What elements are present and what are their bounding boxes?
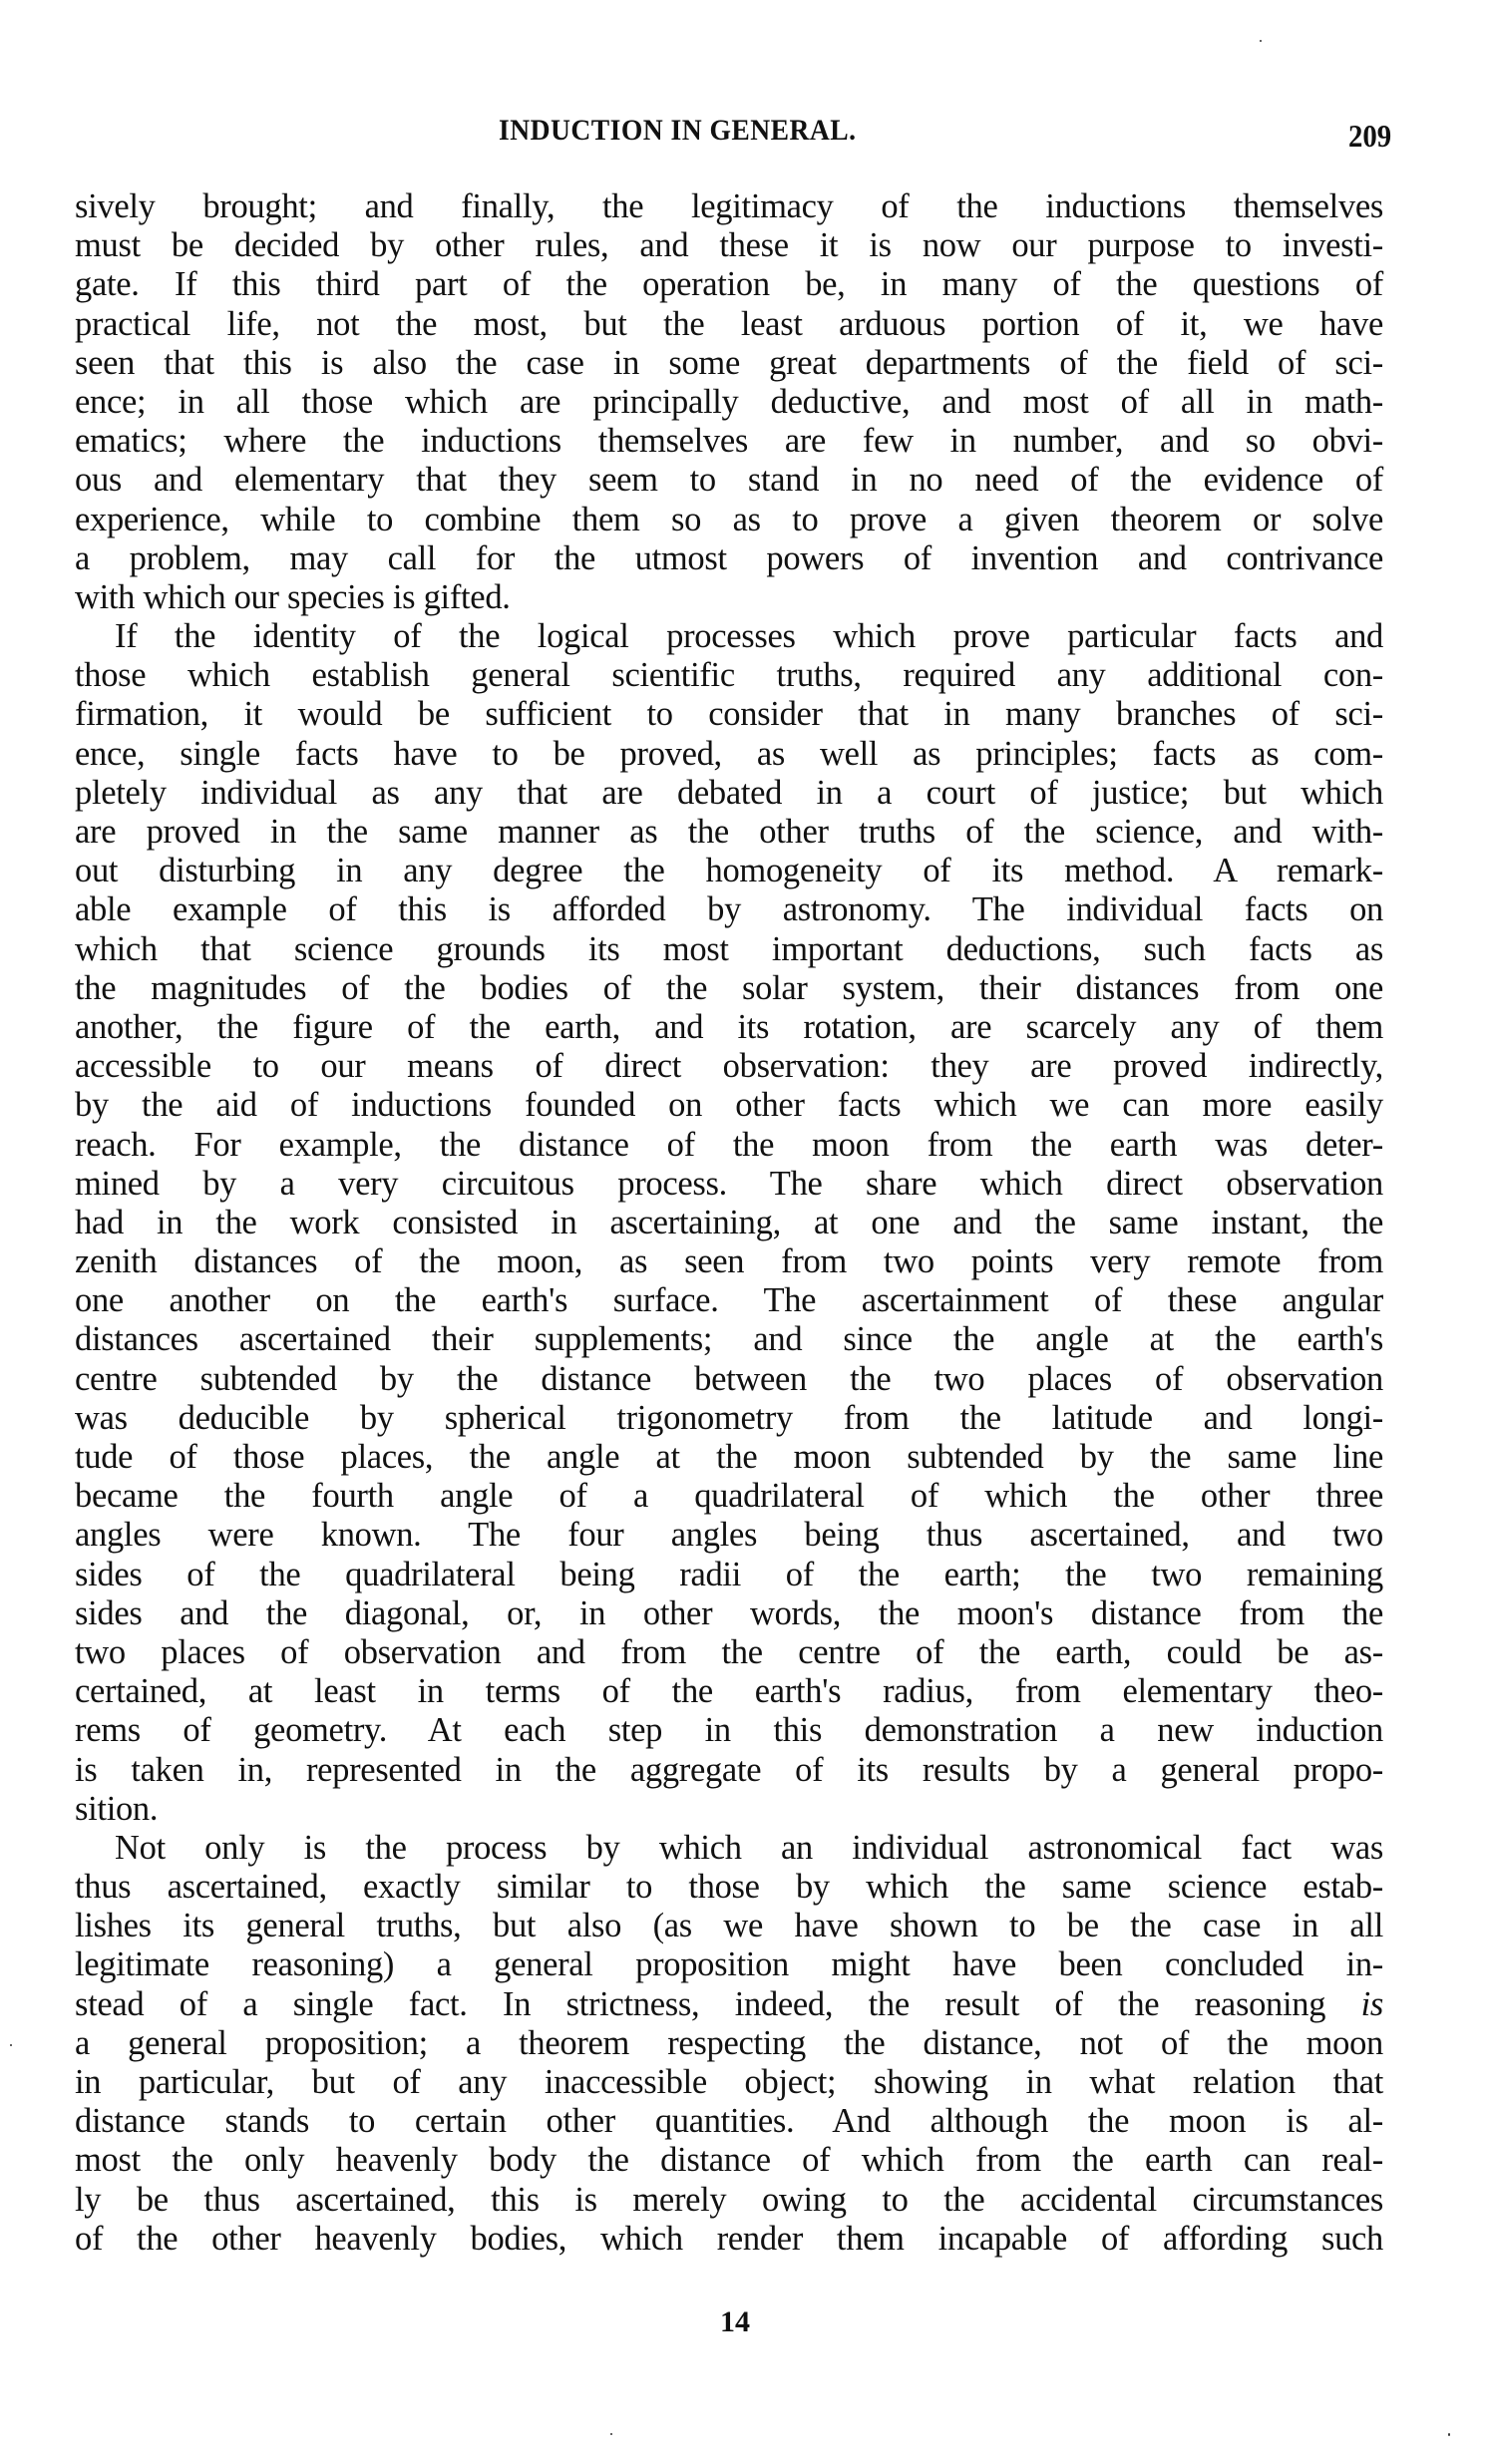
text-line: thus ascertained, exactly similar to those by which the same science estab- xyxy=(75,1868,1383,1907)
text-line: is taken in, represented in the aggregate of its results by a general propo- xyxy=(75,1750,1383,1789)
text-line: those which establish general scientific truths, required any additional con- xyxy=(75,656,1383,695)
text-line: centre subtended by the distance between the two places of observation xyxy=(75,1359,1383,1398)
text-line: ous and elementary that they seem to stand in no need of the evidence of xyxy=(75,461,1383,500)
text-line: distances ascertained their supplements; and since the angle at the earth's xyxy=(75,1320,1383,1359)
text-line: sides and the diagonal, or, in other words, the moon's distance from the xyxy=(75,1593,1383,1632)
text-line: ly be thus ascertained, this is merely owing to the accidental circumstances xyxy=(75,2180,1383,2219)
text-line: If the identity of the logical processes which prove particular facts and xyxy=(115,617,1383,656)
running-title: INDUCTION IN GENERAL. xyxy=(499,114,857,147)
text-line: of the other heavenly bodies, which render them incapable of affording such xyxy=(75,2219,1383,2258)
text-line: a problem, may call for the utmost powers of invention and contrivance xyxy=(75,538,1383,577)
text-line: had in the work consisted in ascertaining, at one and the same instant, the xyxy=(75,1203,1383,1241)
page-number: 209 xyxy=(1348,118,1392,154)
text-line: must be decided by other rules, and these it is now our purpose to investi- xyxy=(75,226,1383,265)
text-line: one another on the earth's surface. The ascertainment of these angular xyxy=(75,1281,1383,1320)
scan-speck xyxy=(1260,40,1262,42)
text-line: practical life, not the most, but the least arduous portion of it, we have xyxy=(75,304,1383,343)
text-line: lishes its general truths, but also (as we have shown to be the case in all xyxy=(75,1907,1383,1945)
emphasis: is xyxy=(1360,1984,1383,2023)
text-line: are proved in the same manner as the other truths of the science, and with- xyxy=(75,813,1383,851)
text-line: ence; in all those which are principally deductive, and most of all in math- xyxy=(75,382,1383,421)
text-line: out disturbing in any degree the homogeneity of its method. A remark- xyxy=(75,852,1383,890)
text-line: ence, single facts have to be proved, as well as principles; facts as com- xyxy=(75,734,1383,773)
text-line: rems of geometry. At each step in this demonstration a new induction xyxy=(75,1711,1383,1750)
scan-speck xyxy=(10,2044,12,2046)
running-header xyxy=(0,108,1490,158)
text-line: with which our species is gifted. xyxy=(75,577,511,616)
scan-speck xyxy=(610,2433,612,2435)
text-line: angles were known. The four angles being thus ascertained, and two xyxy=(75,1516,1383,1555)
text-line: able example of this is afforded by astronomy. The individual facts on xyxy=(75,890,1383,929)
text-line: reach. For example, the distance of the moon from the earth was deter- xyxy=(75,1125,1383,1164)
text-line: sively brought; and finally, the legitimacy of the inductions themselves xyxy=(75,187,1383,225)
text-line: most the only heavenly body the distance of which from the earth can real- xyxy=(75,2141,1383,2180)
text-line: pletely individual as any that are debated in a court of justice; but which xyxy=(75,773,1383,812)
text-line: in particular, but of any inaccessible object; showing in what relation that xyxy=(75,2063,1383,2101)
text-line: the magnitudes of the bodies of the solar system, their distances from one xyxy=(75,968,1383,1007)
text-line: firmation, it would be sufficient to consider that in many branches of sci- xyxy=(75,695,1383,734)
text-line: sition. xyxy=(75,1789,159,1828)
text-line: legitimate reasoning) a general proposition might have been concluded in- xyxy=(75,1945,1383,1984)
paragraph xyxy=(75,1829,1383,2259)
text-line: was deducible by spherical trigonometry from the latitude and longi- xyxy=(75,1398,1383,1437)
text-line: ematics; where the inductions themselves are few in number, and so obvi- xyxy=(75,422,1383,461)
text-line: by the aid of inductions founded on other facts which we can more easily xyxy=(75,1086,1383,1125)
text-line: two places of observation and from the centre of the earth, could be as- xyxy=(75,1632,1383,1671)
text-line: Not only is the process by which an individual astronomical fact was xyxy=(115,1828,1383,1867)
text-line: accessible to our means of direct observation: they are proved indirectly, xyxy=(75,1047,1383,1086)
paragraph xyxy=(75,617,1383,1829)
text-line: gate. If this third part of the operation be, in many of the questions of xyxy=(75,265,1383,304)
text-line: certained, at least in terms of the earth's radius, from elementary theo- xyxy=(75,1672,1383,1711)
text-line: experience, while to combine them so as to prove a given theorem or solve xyxy=(75,500,1383,538)
text-line: became the fourth angle of a quadrilateral of which the other three xyxy=(75,1477,1383,1516)
text-line: seen that this is also the case in some great departments of the field of sci- xyxy=(75,343,1383,382)
text-line: tude of those places, the angle at the moon subtended by the same line xyxy=(75,1438,1383,1476)
scan-speck xyxy=(1448,2433,1450,2436)
paragraph xyxy=(75,187,1383,617)
text-line: sides of the quadrilateral being radii of the earth; the two remaining xyxy=(75,1555,1383,1593)
text-line: a general proposition; a theorem respecting the distance, not of the moon xyxy=(75,2023,1383,2062)
text-line: another, the figure of the earth, and its rotation, are scarcely any of them xyxy=(75,1007,1383,1046)
text-line: distance stands to certain other quantities. And although the moon is al- xyxy=(75,2102,1383,2141)
text-line: stead of a single fact. In strictness, indeed, the result of the reasoning is xyxy=(75,1984,1383,2023)
signature-mark: 14 xyxy=(720,2305,750,2338)
text-line: mined by a very circuitous process. The share which direct observation xyxy=(75,1164,1383,1203)
text-line: zenith distances of the moon, as seen from two points very remote from xyxy=(75,1242,1383,1281)
body-text xyxy=(75,187,1383,2259)
text-line: which that science grounds its most important deductions, such facts as xyxy=(75,929,1383,968)
